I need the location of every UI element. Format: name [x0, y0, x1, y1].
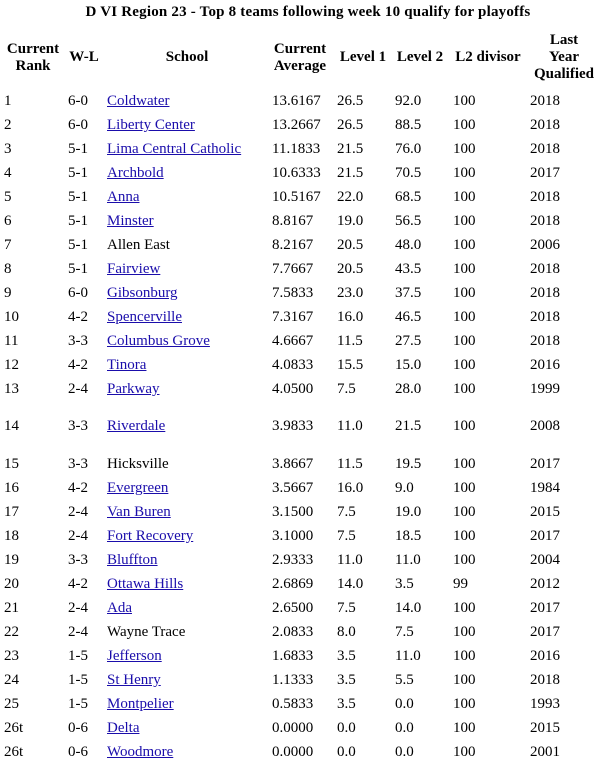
- average-cell: 3.1000: [272, 528, 314, 544]
- school-link[interactable]: Spencerville: [107, 309, 182, 325]
- level1-cell: 21.5: [337, 141, 364, 157]
- average-cell: 8.2167: [272, 237, 314, 253]
- level2-cell: 19.5: [395, 456, 422, 472]
- level2-cell: 21.5: [395, 418, 422, 434]
- average-cell: 1.1333: [272, 672, 314, 688]
- level2-cell: 27.5: [395, 333, 422, 349]
- last-year-cell: 2018: [530, 309, 560, 325]
- school-link[interactable]: Ada: [107, 600, 132, 616]
- divisor-cell: 100: [453, 672, 476, 688]
- rank-cell: 15: [4, 456, 19, 472]
- wl-cell: 3-3: [68, 456, 88, 472]
- header-last-year-qualified-line1: Last: [549, 32, 579, 48]
- average-cell: 11.1833: [272, 141, 321, 157]
- level2-cell: 37.5: [395, 285, 422, 301]
- average-cell: 2.9333: [272, 552, 314, 568]
- school-link[interactable]: Van Buren: [107, 504, 171, 520]
- rank-cell: 9: [4, 285, 12, 301]
- rank-cell: 17: [4, 504, 19, 520]
- level2-cell: 88.5: [395, 117, 422, 133]
- rank-cell: 8: [4, 261, 12, 277]
- level2-cell: 7.5: [395, 624, 414, 640]
- last-year-cell: 2017: [530, 456, 560, 472]
- average-cell: 2.0833: [272, 624, 314, 640]
- last-year-cell: 1993: [530, 696, 560, 712]
- school-name: Wayne Trace: [107, 624, 186, 640]
- level1-cell: 22.0: [337, 189, 364, 205]
- level2-cell: 0.0: [395, 720, 414, 736]
- level1-cell: 3.5: [337, 648, 356, 664]
- wl-cell: 2-4: [68, 600, 88, 616]
- level2-cell: 0.0: [395, 696, 414, 712]
- rank-cell: 24: [4, 672, 19, 688]
- level1-cell: 3.5: [337, 696, 356, 712]
- rank-cell: 20: [4, 576, 19, 592]
- rank-cell: 19: [4, 552, 19, 568]
- average-cell: 0.0000: [272, 720, 314, 736]
- rank-cell: 25: [4, 696, 19, 712]
- wl-cell: 0-6: [68, 720, 88, 736]
- level1-cell: 21.5: [337, 165, 364, 181]
- level2-cell: 11.0: [395, 552, 421, 568]
- average-cell: 3.8667: [272, 456, 314, 472]
- average-cell: 4.6667: [272, 333, 314, 349]
- average-cell: 7.7667: [272, 261, 314, 277]
- school-link[interactable]: Jefferson: [107, 648, 162, 664]
- last-year-cell: 1984: [530, 480, 560, 496]
- last-year-cell: 2018: [530, 117, 560, 133]
- average-cell: 3.5667: [272, 480, 314, 496]
- level1-cell: 14.0: [337, 576, 364, 592]
- wl-cell: 4-2: [68, 480, 88, 496]
- rank-cell: 22: [4, 624, 19, 640]
- rank-cell: 7: [4, 237, 12, 253]
- last-year-cell: 2016: [530, 648, 560, 664]
- header-last-year-qualified: [526, 32, 602, 83]
- rank-cell: 26t: [4, 744, 24, 760]
- last-year-cell: 2008: [530, 418, 560, 434]
- divisor-cell: 100: [453, 720, 476, 736]
- average-cell: 1.6833: [272, 648, 314, 664]
- level2-cell: 3.5: [395, 576, 414, 592]
- wl-cell: 2-4: [68, 504, 88, 520]
- header-last-year-qualified-line2: Year: [549, 49, 579, 65]
- level2-cell: 0.0: [395, 744, 414, 760]
- last-year-cell: 2018: [530, 285, 560, 301]
- header-current-rank-line2: Rank: [15, 58, 51, 74]
- average-cell: 7.3167: [272, 309, 314, 325]
- divisor-cell: 100: [453, 285, 476, 301]
- last-year-cell: 1999: [530, 381, 560, 397]
- level1-cell: 26.5: [337, 93, 364, 109]
- header-school: School: [165, 49, 209, 65]
- last-year-cell: 2001: [530, 744, 560, 760]
- school-link[interactable]: Ottawa Hills: [107, 576, 184, 592]
- level1-cell: 15.5: [337, 357, 364, 373]
- divisor-cell: 100: [453, 744, 476, 760]
- level2-cell: 14.0: [395, 600, 422, 616]
- level2-cell: 43.5: [395, 261, 422, 277]
- divisor-cell: 100: [453, 504, 476, 520]
- average-cell: 2.6869: [272, 576, 314, 592]
- school-link[interactable]: Riverdale: [107, 418, 166, 434]
- divisor-cell: 100: [453, 93, 476, 109]
- rank-cell: 6: [4, 213, 12, 229]
- school-link[interactable]: Anna: [107, 189, 140, 205]
- wl-cell: 0-6: [68, 744, 88, 760]
- rank-cell: 12: [4, 357, 19, 373]
- average-cell: 0.0000: [272, 744, 314, 760]
- wl-cell: 5-1: [68, 141, 88, 157]
- average-cell: 10.6333: [272, 165, 321, 181]
- school-link[interactable]: Liberty Center: [107, 117, 195, 133]
- school-link[interactable]: Bluffton: [107, 552, 158, 568]
- level1-cell: 0.0: [337, 744, 356, 760]
- wl-cell: 3-3: [68, 333, 88, 349]
- rank-cell: 3: [4, 141, 12, 157]
- header-current-rank-line1: Current: [6, 41, 60, 57]
- divisor-cell: 99: [453, 576, 468, 592]
- wl-cell: 3-3: [68, 418, 88, 434]
- level1-cell: 11.0: [337, 552, 363, 568]
- last-year-cell: 2018: [530, 141, 560, 157]
- wl-cell: 1-5: [68, 648, 88, 664]
- average-cell: 13.6167: [272, 93, 321, 109]
- divisor-cell: 100: [453, 418, 476, 434]
- last-year-cell: 2018: [530, 261, 560, 277]
- level1-cell: 19.0: [337, 213, 364, 229]
- level1-cell: 7.5: [337, 504, 356, 520]
- wl-cell: 5-1: [68, 261, 88, 277]
- level2-cell: 18.5: [395, 528, 422, 544]
- header-level2: Level 2: [396, 49, 444, 65]
- page-title: D VI Region 23 - Top 8 teams following week 10 qualify for playoffs: [85, 4, 531, 20]
- wl-cell: 4-2: [68, 309, 88, 325]
- rank-cell: 10: [4, 309, 19, 325]
- header-l2-divisor: L2 divisor: [455, 49, 521, 65]
- average-cell: 0.5833: [272, 696, 314, 712]
- level1-cell: 7.5: [337, 381, 356, 397]
- rank-cell: 16: [4, 480, 19, 496]
- level2-cell: 46.5: [395, 309, 422, 325]
- school-link[interactable]: Archbold: [107, 165, 164, 181]
- school-name: Hicksville: [107, 456, 169, 472]
- wl-cell: 6-0: [68, 117, 88, 133]
- rank-cell: 13: [4, 381, 19, 397]
- header-current-average: [268, 41, 332, 75]
- last-year-cell: 2012: [530, 576, 560, 592]
- wl-cell: 5-1: [68, 189, 88, 205]
- school-link[interactable]: Fairview: [107, 261, 161, 277]
- wl-cell: 4-2: [68, 357, 88, 373]
- rank-cell: 21: [4, 600, 19, 616]
- level2-cell: 70.5: [395, 165, 422, 181]
- last-year-cell: 2015: [530, 720, 560, 736]
- school-link[interactable]: Minster: [107, 213, 154, 229]
- level1-cell: 7.5: [337, 528, 356, 544]
- level2-cell: 48.0: [395, 237, 422, 253]
- last-year-cell: 2017: [530, 165, 560, 181]
- wl-cell: 3-3: [68, 552, 88, 568]
- last-year-cell: 2017: [530, 600, 560, 616]
- level2-cell: 68.5: [395, 189, 422, 205]
- level2-cell: 28.0: [395, 381, 422, 397]
- level1-cell: 20.5: [337, 237, 364, 253]
- wl-cell: 1-5: [68, 672, 88, 688]
- school-link[interactable]: Coldwater: [107, 93, 170, 109]
- level1-cell: 23.0: [337, 285, 364, 301]
- divisor-cell: 100: [453, 528, 476, 544]
- divisor-cell: 100: [453, 480, 476, 496]
- wl-cell: 2-4: [68, 528, 88, 544]
- school-link[interactable]: Parkway: [107, 381, 160, 397]
- rank-cell: 5: [4, 189, 12, 205]
- rank-cell: 1: [4, 93, 12, 109]
- school-link[interactable]: Montpelier: [107, 696, 174, 712]
- average-cell: 3.1500: [272, 504, 314, 520]
- wl-cell: 5-1: [68, 165, 88, 181]
- school-name: Allen East: [107, 237, 170, 253]
- level2-cell: 76.0: [395, 141, 422, 157]
- divisor-cell: 100: [453, 696, 476, 712]
- divisor-cell: 100: [453, 552, 476, 568]
- average-cell: 10.5167: [272, 189, 321, 205]
- last-year-cell: 2018: [530, 93, 560, 109]
- divisor-cell: 100: [453, 333, 476, 349]
- level2-cell: 15.0: [395, 357, 422, 373]
- divisor-cell: 100: [453, 381, 476, 397]
- school-link[interactable]: Gibsonburg: [107, 285, 178, 301]
- school-link[interactable]: Columbus Grove: [107, 333, 210, 349]
- school-link[interactable]: Delta: [107, 720, 140, 736]
- divisor-cell: 100: [453, 357, 476, 373]
- last-year-cell: 2018: [530, 189, 560, 205]
- divisor-cell: 100: [453, 456, 476, 472]
- divisor-cell: 100: [453, 165, 476, 181]
- header-current-rank: [2, 41, 64, 75]
- divisor-cell: 100: [453, 648, 476, 664]
- rank-cell: 11: [4, 333, 19, 349]
- divisor-cell: 100: [453, 213, 476, 229]
- rank-cell: 14: [4, 418, 19, 434]
- level1-cell: 11.5: [337, 456, 363, 472]
- school-link[interactable]: Lima Central Catholic: [107, 141, 242, 157]
- level2-cell: 19.0: [395, 504, 422, 520]
- header-last-year-qualified-line3: Qualified: [533, 66, 594, 82]
- last-year-cell: 2018: [530, 672, 560, 688]
- wl-cell: 2-4: [68, 381, 88, 397]
- average-cell: 3.9833: [272, 418, 314, 434]
- last-year-cell: 2006: [530, 237, 560, 253]
- wl-cell: 5-1: [68, 213, 88, 229]
- level2-cell: 9.0: [395, 480, 414, 496]
- last-year-cell: 2015: [530, 504, 560, 520]
- average-cell: 7.5833: [272, 285, 314, 301]
- divisor-cell: 100: [453, 600, 476, 616]
- average-cell: 4.0833: [272, 357, 314, 373]
- level1-cell: 11.5: [337, 333, 363, 349]
- header-current-average-line2: Average: [273, 58, 327, 74]
- header-current-average-line1: Current: [273, 41, 327, 57]
- wl-cell: 5-1: [68, 237, 88, 253]
- rank-cell: 23: [4, 648, 19, 664]
- level1-cell: 16.0: [337, 480, 364, 496]
- level1-cell: 7.5: [337, 600, 356, 616]
- level2-cell: 56.5: [395, 213, 422, 229]
- school-link[interactable]: Evergreen: [107, 480, 169, 496]
- level1-cell: 0.0: [337, 720, 356, 736]
- average-cell: 13.2667: [272, 117, 321, 133]
- wl-cell: 6-0: [68, 93, 88, 109]
- average-cell: 8.8167: [272, 213, 314, 229]
- divisor-cell: 100: [453, 141, 476, 157]
- school-link[interactable]: Tinora: [107, 357, 147, 373]
- school-link[interactable]: St Henry: [107, 672, 161, 688]
- level2-cell: 92.0: [395, 93, 422, 109]
- wl-cell: 4-2: [68, 576, 88, 592]
- average-cell: 4.0500: [272, 381, 314, 397]
- divisor-cell: 100: [453, 624, 476, 640]
- wl-cell: 2-4: [68, 624, 88, 640]
- divisor-cell: 100: [453, 237, 476, 253]
- average-cell: 2.6500: [272, 600, 314, 616]
- level1-cell: 3.5: [337, 672, 356, 688]
- divisor-cell: 100: [453, 117, 476, 133]
- level1-cell: 16.0: [337, 309, 364, 325]
- level1-cell: 8.0: [337, 624, 356, 640]
- rank-cell: 2: [4, 117, 12, 133]
- last-year-cell: 2017: [530, 624, 560, 640]
- level1-cell: 20.5: [337, 261, 364, 277]
- level1-cell: 11.0: [337, 418, 363, 434]
- divisor-cell: 100: [453, 309, 476, 325]
- rank-cell: 4: [4, 165, 12, 181]
- last-year-cell: 2018: [530, 213, 560, 229]
- last-year-cell: 2018: [530, 333, 560, 349]
- wl-cell: 1-5: [68, 696, 88, 712]
- last-year-cell: 2017: [530, 528, 560, 544]
- rank-cell: 18: [4, 528, 19, 544]
- school-link[interactable]: Fort Recovery: [107, 528, 194, 544]
- divisor-cell: 100: [453, 189, 476, 205]
- rank-cell: 26t: [4, 720, 24, 736]
- level2-cell: 5.5: [395, 672, 414, 688]
- level2-cell: 11.0: [395, 648, 421, 664]
- header-level1: Level 1: [339, 49, 387, 65]
- divisor-cell: 100: [453, 261, 476, 277]
- header-wl: W-L: [69, 49, 99, 65]
- last-year-cell: 2016: [530, 357, 560, 373]
- last-year-cell: 2004: [530, 552, 560, 568]
- school-link[interactable]: Woodmore: [107, 744, 174, 760]
- wl-cell: 6-0: [68, 285, 88, 301]
- level1-cell: 26.5: [337, 117, 364, 133]
